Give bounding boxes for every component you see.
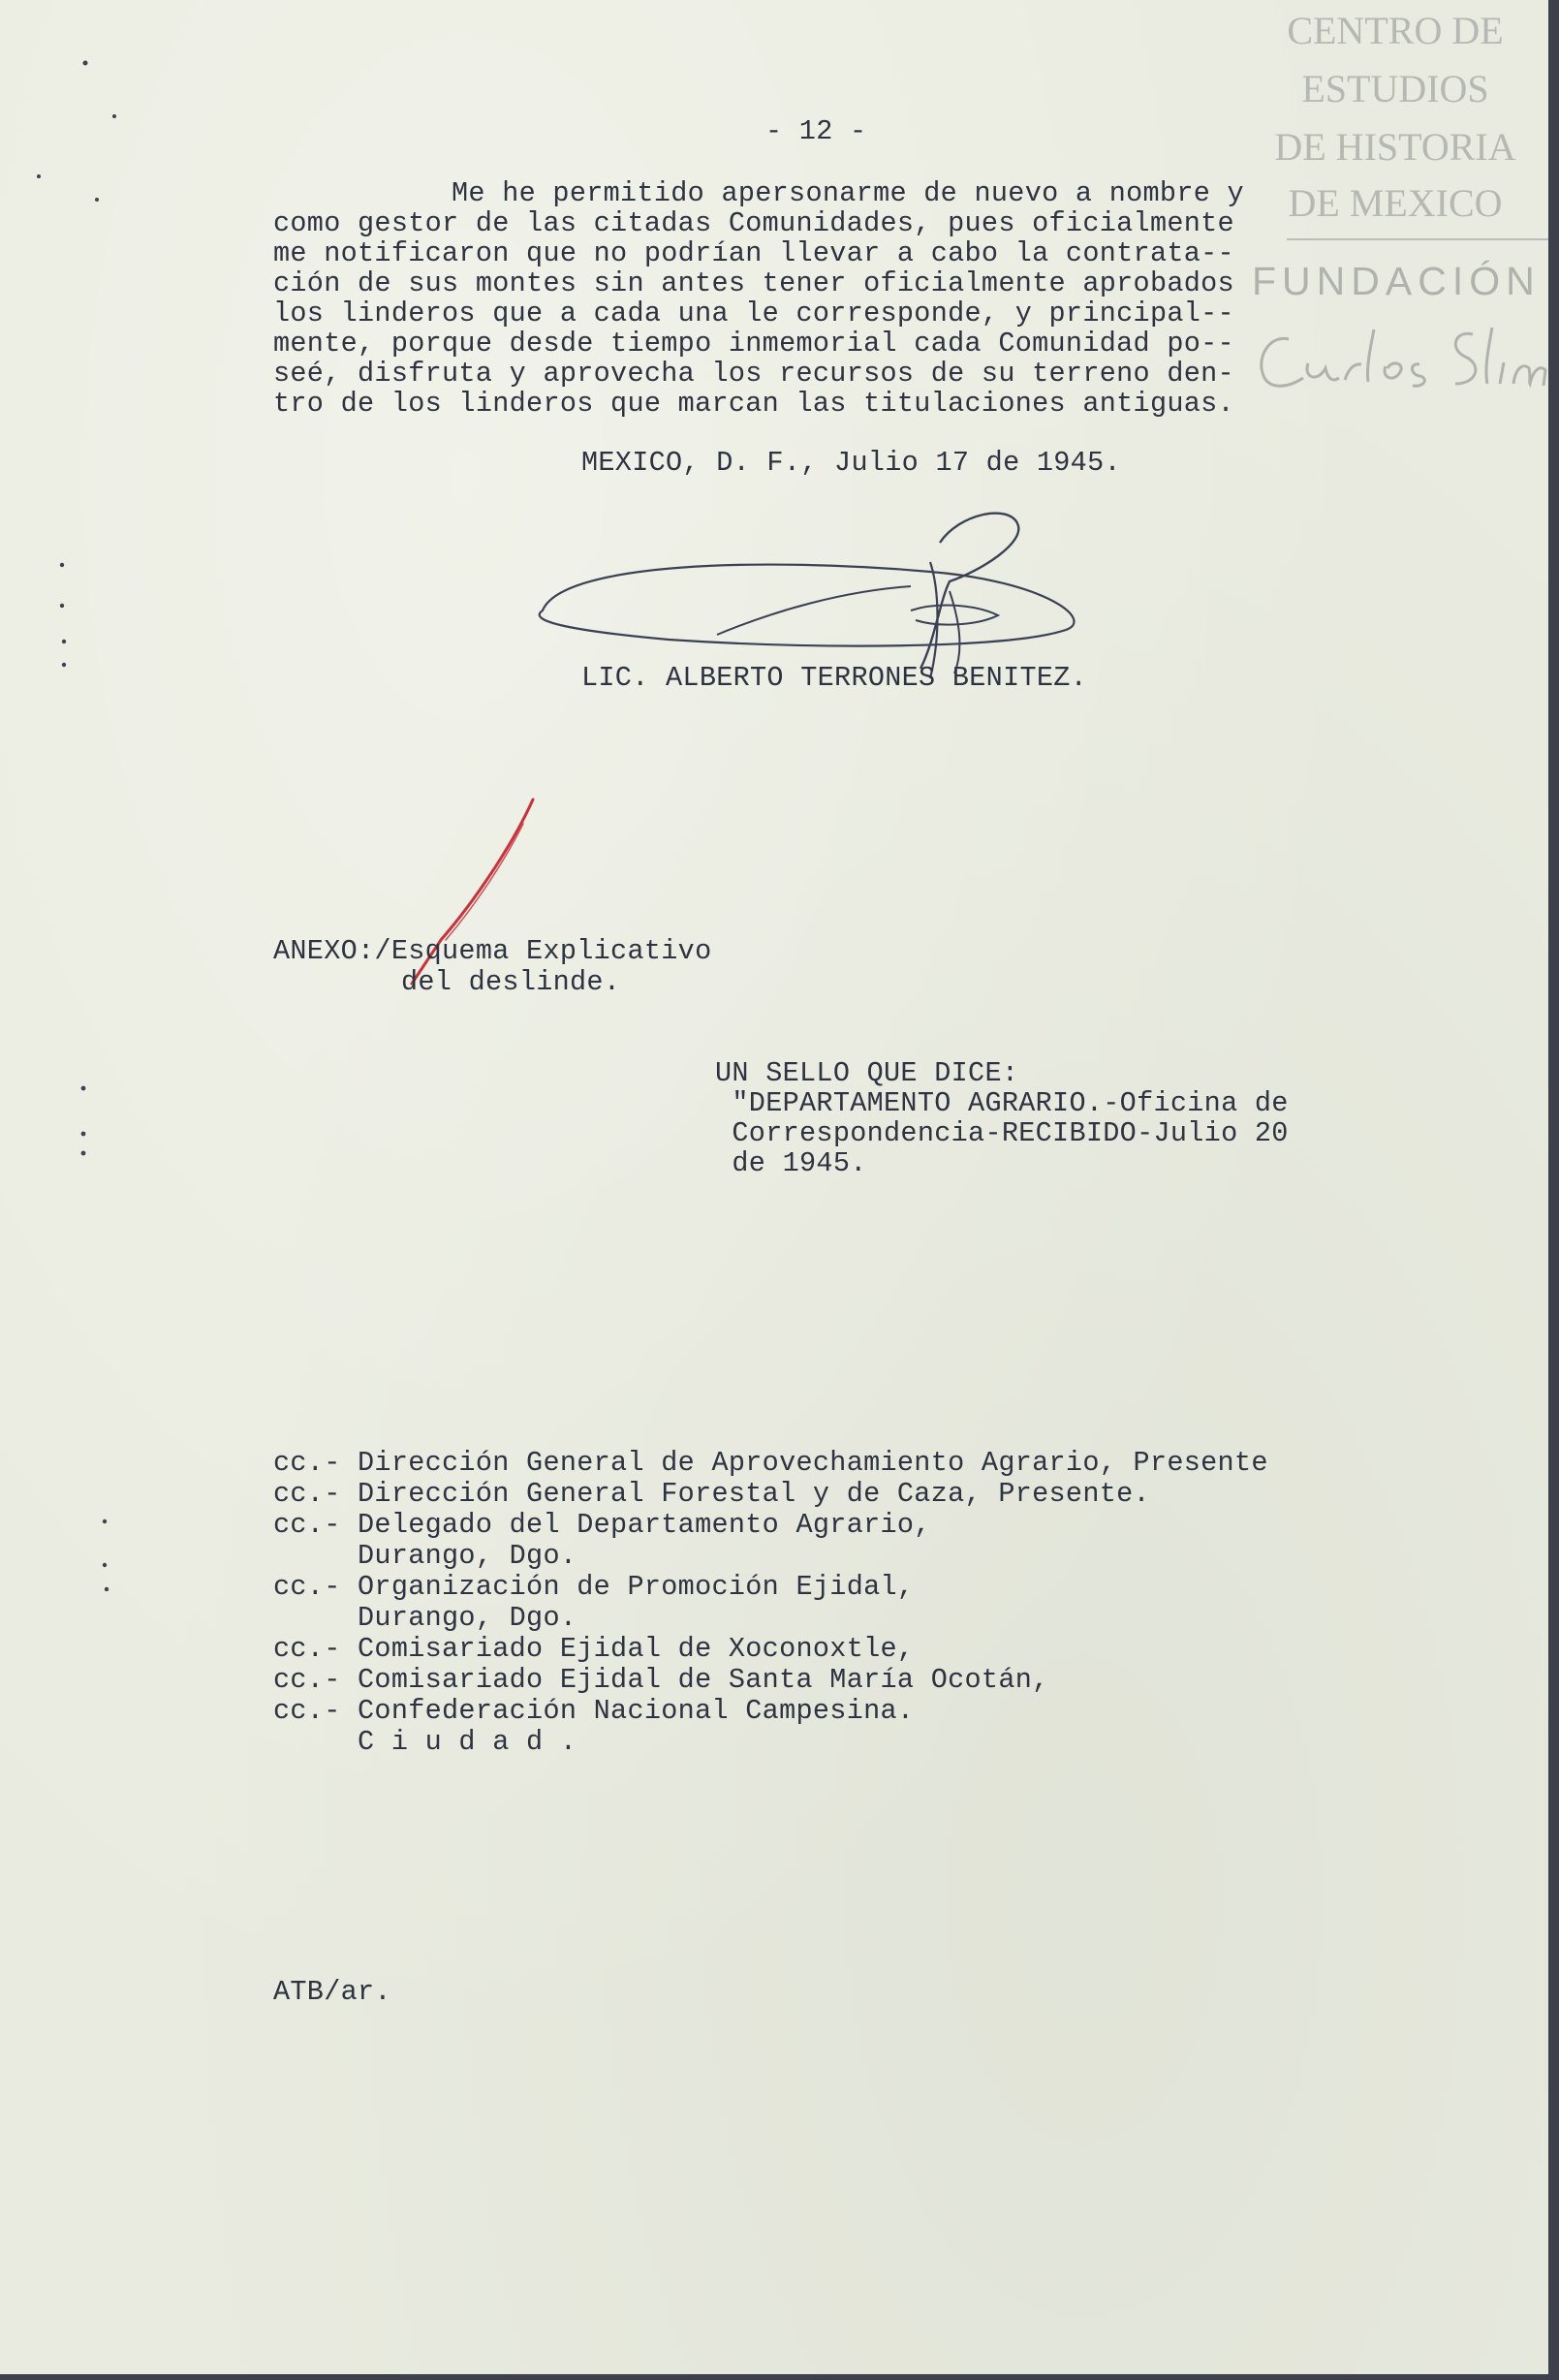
watermark-line: DE HISTORIA: [1274, 125, 1516, 169]
signer-name: LIC. ALBERTO TERRONES BENITEZ.: [581, 662, 1088, 694]
cc-line: cc.- Dirección General de Aprovechamiento Agrario, Presente: [273, 1447, 1268, 1479]
cc-line: cc.- Comisariado Ejidal de Santa María Ocotán,: [273, 1664, 1049, 1696]
scan-border: [1548, 0, 1559, 2380]
body-line: los linderos que a cada una le corresponde, y principal--: [273, 298, 1234, 329]
annex-line: del deslinde.: [401, 966, 621, 998]
stamp-line: UN SELLO QUE DICE:: [715, 1057, 1019, 1089]
annex-line: ANEXO:/Esquema Explicativo: [273, 935, 712, 967]
watermark-foundation: FUNDACIÓN: [1252, 259, 1541, 303]
watermark-line: CENTRO DE: [1287, 9, 1504, 52]
watermark-line: DE MEXICO: [1288, 181, 1503, 225]
body-line: tro de los linderos que marcan las titulaciones antiguas.: [273, 388, 1234, 420]
scan-border: [0, 2374, 1559, 2380]
cc-line: Durango, Dgo.: [273, 1540, 577, 1572]
watermark-signature: [1250, 320, 1548, 407]
cc-line: cc.- Dirección General Forestal y de Caza, Presente.: [273, 1478, 1150, 1510]
body-line: ción de sus montes sin antes tener oficialmente aprobados: [273, 267, 1234, 299]
typist-initials: ATB/ar.: [273, 1976, 391, 2008]
stamp-line: de 1945.: [715, 1147, 867, 1179]
margin-specks: [0, 0, 136, 1647]
stamp-line: Correspondencia-RECIBIDO-Julio 20: [715, 1117, 1289, 1149]
cc-line: cc.- Comisariado Ejidal de Xoconoxtle,: [273, 1633, 915, 1665]
cc-line: cc.- Confederación Nacional Campesina.: [273, 1695, 915, 1727]
cc-line: Durango, Dgo.: [273, 1602, 577, 1634]
body-line: me notificaron que no podrían llevar a cabo la contrata--: [273, 237, 1234, 269]
body-line: como gestor de las citadas Comunidades, pues oficialmente: [273, 207, 1234, 239]
body-line: seé, disfruta y aprovecha los recursos de su terreno den-: [273, 358, 1234, 390]
cc-line: cc.- Delegado del Departamento Agrario,: [273, 1509, 931, 1541]
watermark-divider: [1287, 238, 1548, 240]
page-number: - 12 -: [765, 115, 867, 147]
date-line: MEXICO, D. F., Julio 17 de 1945.: [581, 447, 1121, 479]
body-line: Me he permitido apersonarme de nuevo a nombre y: [452, 177, 1244, 209]
watermark-line: ESTUDIOS: [1301, 67, 1489, 110]
cc-line: cc.- Organización de Promoción Ejidal,: [273, 1571, 915, 1603]
cc-line: C i u d a d .: [273, 1726, 577, 1758]
stamp-line: "DEPARTAMENTO AGRARIO.-Oficina de: [715, 1087, 1289, 1119]
body-line: mente, porque desde tiempo inmemorial cada Comunidad po--: [273, 328, 1234, 360]
